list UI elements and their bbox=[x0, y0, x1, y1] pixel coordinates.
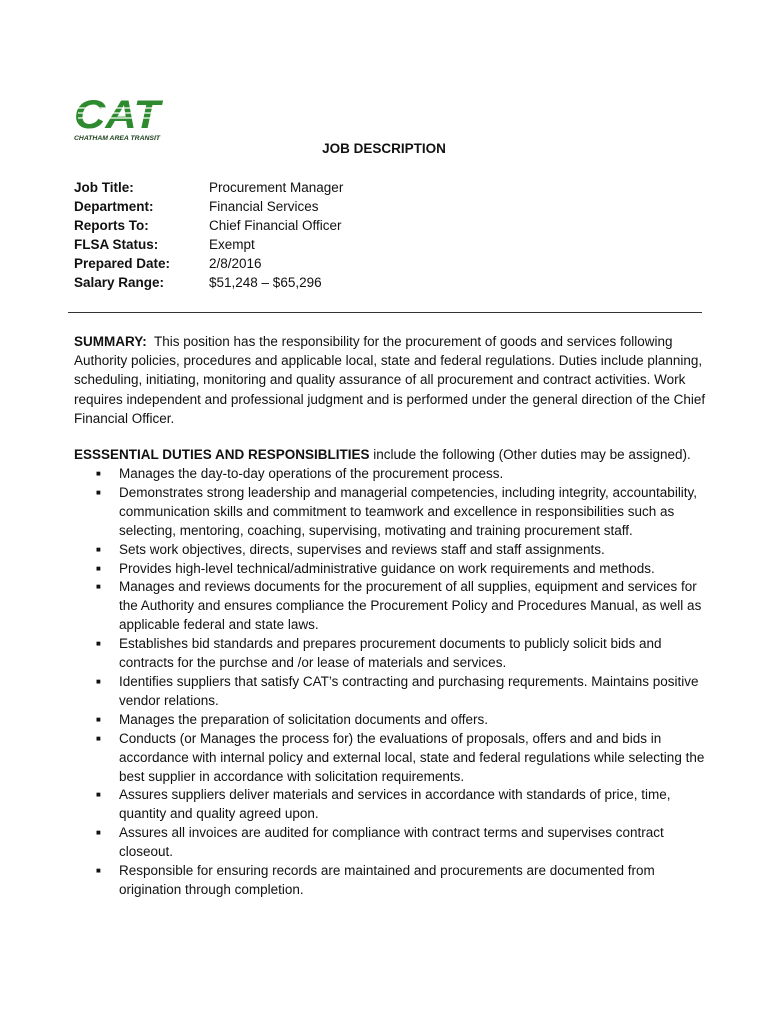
field-reports-to bbox=[74, 216, 343, 235]
duties-intro: include the following (Other duties may be assigned). bbox=[369, 447, 691, 462]
bullet-square-icon: ■ bbox=[96, 639, 101, 649]
list-item bbox=[74, 578, 706, 635]
cat-logo bbox=[74, 92, 174, 144]
field-label: FLSA Status: bbox=[74, 237, 159, 252]
list-item bbox=[74, 862, 706, 900]
field-value: 2/8/2016 bbox=[209, 256, 262, 271]
duty-text: Manages the preparation of solicitation documents and offers. bbox=[119, 711, 488, 727]
list-item bbox=[74, 484, 706, 541]
bullet-square-icon: ■ bbox=[96, 582, 101, 592]
document-title: JOB DESCRIPTION bbox=[322, 141, 446, 156]
bullet-square-icon: ■ bbox=[96, 469, 101, 478]
list-item bbox=[74, 730, 706, 787]
field-value: Financial Services bbox=[209, 199, 319, 214]
duty-text: Assures suppliers deliver materials and services in accordance with standards of price, time, quantity and quality agreed upon. bbox=[119, 787, 671, 822]
field-value: Procurement Manager bbox=[209, 180, 344, 195]
bullet-square-icon: ■ bbox=[96, 866, 101, 876]
logo-wordmark: CAT bbox=[74, 93, 164, 137]
field-label: Reports To: bbox=[74, 218, 149, 233]
list-item bbox=[74, 541, 706, 560]
list-item bbox=[74, 673, 706, 711]
duty-text: Sets work objectives, directs, supervises and reviews staff and staff assignments. bbox=[119, 541, 605, 557]
list-item bbox=[74, 465, 706, 484]
bullet-square-icon: ■ bbox=[96, 790, 101, 800]
field-value: Exempt bbox=[209, 237, 255, 252]
section-divider bbox=[68, 312, 702, 313]
bullet-square-icon: ■ bbox=[96, 487, 101, 497]
bullet-square-icon: ■ bbox=[96, 733, 101, 743]
duty-text: Identifies suppliers that satisfy CAT’s contracting and purchasing requrements. Maintains positive vendor relations. bbox=[119, 673, 699, 708]
bullet-square-icon: ■ bbox=[96, 714, 101, 724]
summary-text: This position has the responsibility for the procurement of goods and services following Authority policies, procedures and applicable local, state and federal regulations. Duties include planning, scheduling, initiating, monitoring and quality assurance of all procurement and contract activities. Work requires independent and professional judgment and is performed under the general direction of the Chief Financial Officer. bbox=[74, 334, 706, 426]
logo-tagline: CHATHAM AREA TRANSIT bbox=[74, 135, 162, 142]
field-flsa-status bbox=[74, 235, 343, 254]
job-fields bbox=[74, 178, 343, 292]
bullet-square-icon: ■ bbox=[96, 563, 101, 573]
list-item bbox=[74, 635, 706, 673]
list-item bbox=[74, 711, 706, 730]
bullet-square-icon: ■ bbox=[96, 676, 101, 686]
field-label: Department: bbox=[74, 199, 154, 214]
duties-list bbox=[74, 465, 706, 900]
list-item bbox=[74, 824, 706, 862]
field-value: Chief Financial Officer bbox=[209, 218, 342, 233]
field-department bbox=[74, 197, 343, 216]
duty-text: Responsible for ensuring records are maintained and procurements are documented from origination through completion. bbox=[119, 863, 655, 897]
duty-text: Establishes bid standards and prepares procurement documents to publicly solicit bids and contracts for the purchse and /or lease of materials and services. bbox=[119, 636, 662, 671]
duties-heading bbox=[74, 445, 706, 464]
summary-paragraph bbox=[74, 332, 706, 428]
duty-text: Provides high-level technical/administrative guidance on work requirements and methods. bbox=[119, 560, 655, 576]
duties-heading-label: ESSSENTIAL DUTIES AND RESPONSIBLITIES bbox=[74, 447, 370, 462]
list-item bbox=[74, 560, 706, 579]
duty-text: Manages and reviews documents for the procurement of all supplies, equipment and services for the Authority and ensures compliance the Procurement Policy and Procedures Manual, as well as applicable federal and state laws. bbox=[119, 579, 702, 633]
field-label: Job Title: bbox=[74, 180, 134, 195]
summary-label: SUMMARY: bbox=[74, 334, 147, 349]
duty-text: Assures all invoices are audited for compliance with contract terms and supervises contract closeout. bbox=[119, 825, 664, 860]
field-salary-range bbox=[74, 273, 343, 292]
cat-logo-mark bbox=[74, 92, 174, 144]
field-value: $51,248 – $65,296 bbox=[209, 275, 322, 290]
field-label: Salary Range: bbox=[74, 275, 165, 290]
duty-text: Manages the day-to-day operations of the procurement process. bbox=[119, 466, 504, 481]
field-label: Prepared Date: bbox=[74, 256, 171, 271]
field-job-title bbox=[74, 178, 343, 197]
bullet-square-icon: ■ bbox=[96, 544, 101, 554]
duty-text: Conducts (or Manages the process for) the evaluations of proposals, offers and and bids in accordance with internal policy and external local, state and federal regulations while selecting the best supplier in accordance with solicitation requirements. bbox=[119, 730, 705, 784]
field-prepared-date bbox=[74, 254, 343, 273]
duty-text: Demonstrates strong leadership and managerial competencies, including integrity, accountability, communication skills and commitment to teamwork and excellence in responsibilities such as selecting, mentoring, coaching, supervising, motivating and training procurement staff. bbox=[119, 484, 698, 538]
list-item bbox=[74, 786, 706, 824]
bullet-square-icon: ■ bbox=[96, 828, 101, 838]
